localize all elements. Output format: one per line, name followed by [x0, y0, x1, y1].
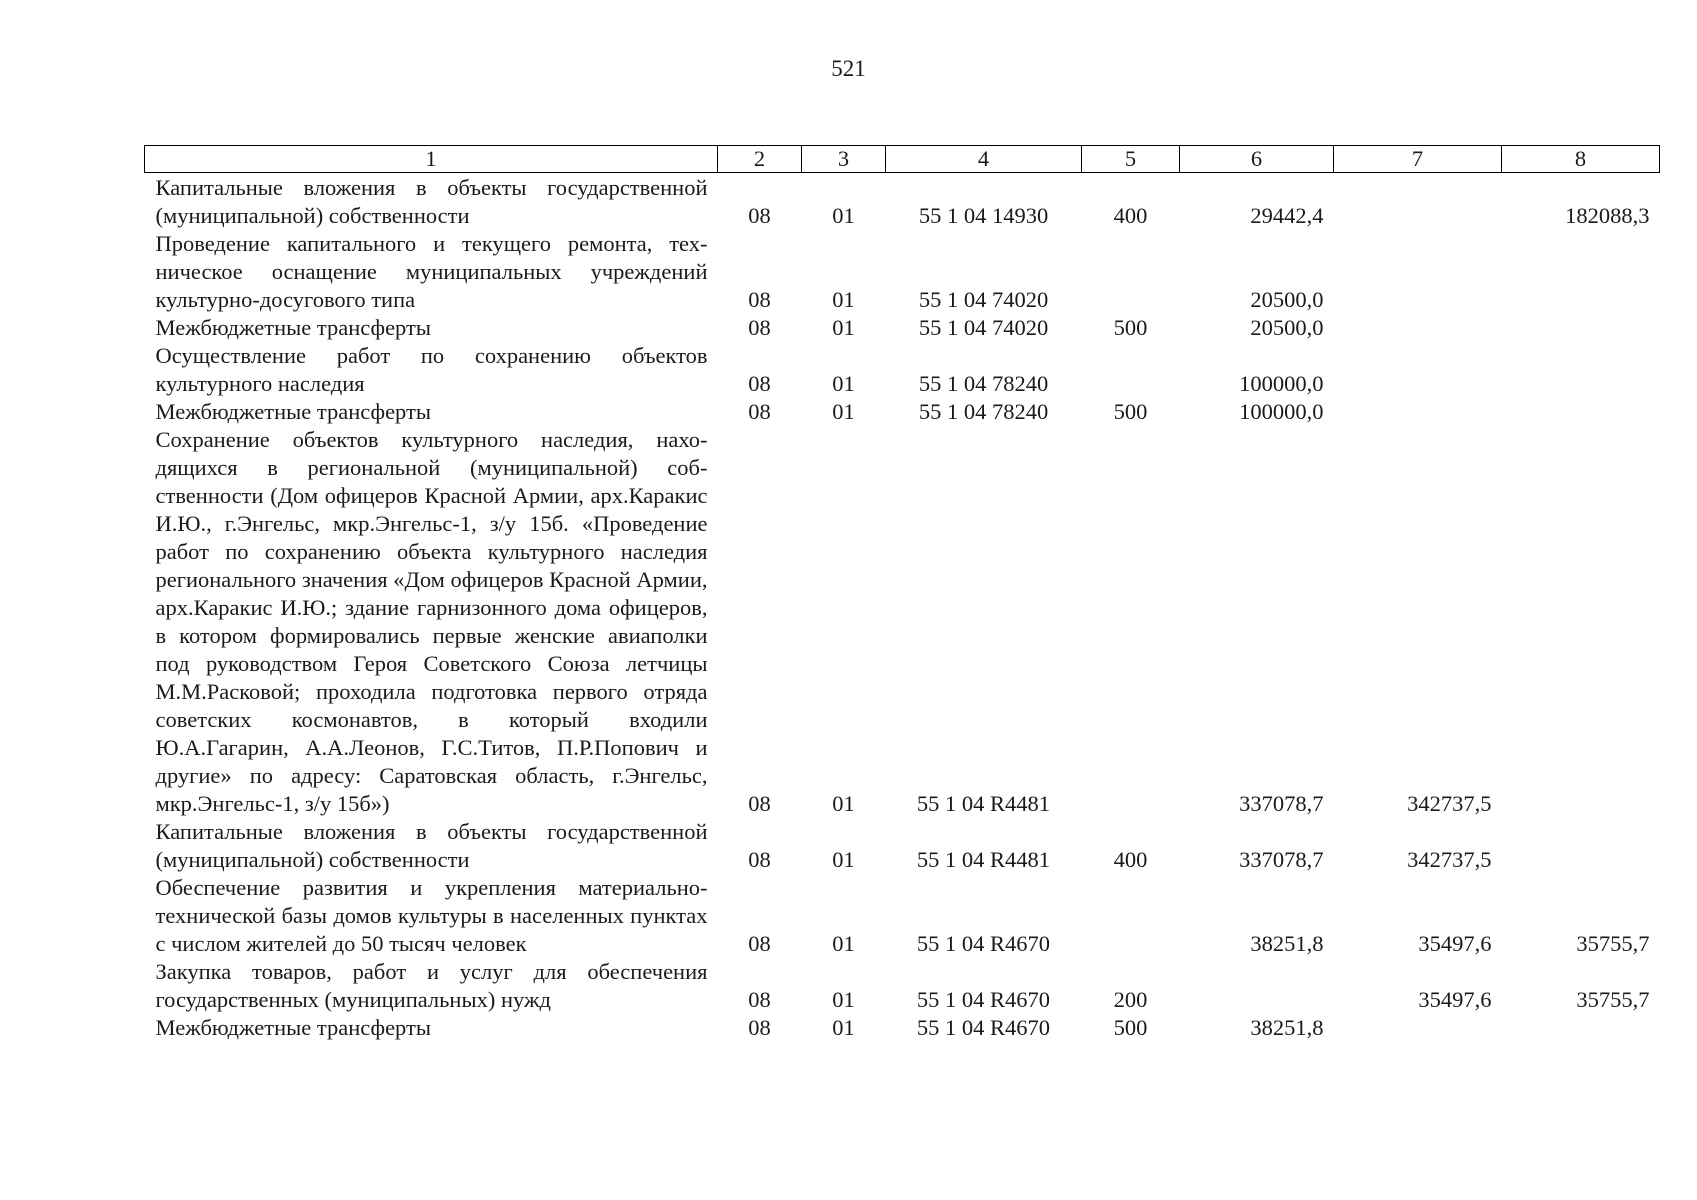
- cell-amount-1: 20500,0: [1250, 315, 1324, 340]
- cell-section: 08: [748, 791, 771, 816]
- cell-amount-2: [1334, 173, 1502, 231]
- table-row: [145, 230, 1660, 314]
- cell-section: 08: [748, 287, 771, 312]
- cell-name: Закупка товаров, работ и услуг для обеспечения государственных (муниципальных) нужд: [155, 959, 708, 1012]
- cell-amount-3: [1502, 342, 1660, 398]
- cell-target-article: 55 1 04 R4670: [916, 1015, 1051, 1040]
- cell-subsection: 01: [832, 287, 855, 312]
- cell-amount-2: 35497,6: [1418, 987, 1492, 1012]
- table-row: [145, 342, 1660, 398]
- cell-target-article: 55 1 04 78240: [918, 399, 1049, 424]
- cell-amount-1: 29442,4: [1250, 203, 1324, 228]
- cell-section: 08: [748, 931, 771, 956]
- cell-amount-1: 100000,0: [1239, 399, 1324, 424]
- table-row: [145, 874, 1660, 958]
- cell-name: Межбюджетные трансферты: [155, 1015, 431, 1040]
- cell-amount-1: 38251,8: [1250, 931, 1324, 956]
- cell-name: Проведение капитального и текущего ремонта, техническое оснащение муниципальных учреждений культурно-досугового типа: [155, 231, 708, 312]
- cell-subsection: 01: [832, 931, 855, 956]
- cell-subsection: 01: [832, 203, 855, 228]
- cell-amount-2: [1334, 1014, 1502, 1042]
- cell-expense-type: [1082, 874, 1180, 958]
- cell-expense-type: 500: [1113, 315, 1148, 340]
- header-col-6: 6: [1180, 146, 1334, 173]
- header-col-3: 3: [802, 146, 886, 173]
- cell-name: Обеспечение развития и укрепления материально-технической базы домов культуры в населенных пунктах с числом жителей до 50 тысяч человек: [155, 875, 708, 956]
- table-row: [145, 314, 1660, 342]
- cell-target-article: 55 1 04 R4670: [916, 987, 1051, 1012]
- cell-amount-1: 337078,7: [1239, 847, 1324, 872]
- cell-expense-type: 400: [1113, 847, 1148, 872]
- table-row: [145, 426, 1660, 818]
- cell-section: 08: [748, 399, 771, 424]
- page-number: 521: [831, 56, 866, 81]
- cell-section: 08: [748, 371, 771, 396]
- cell-amount-3: 35755,7: [1576, 987, 1650, 1012]
- table-row: [145, 818, 1660, 874]
- cell-amount-3: [1502, 1014, 1660, 1042]
- table-row: [145, 173, 1660, 231]
- cell-target-article: 55 1 04 74020: [918, 287, 1049, 312]
- cell-subsection: 01: [832, 1015, 855, 1040]
- cell-amount-2: [1334, 398, 1502, 426]
- cell-target-article: 55 1 04 74020: [918, 315, 1049, 340]
- cell-amount-2: 35497,6: [1418, 931, 1492, 956]
- table-row: [145, 398, 1660, 426]
- cell-amount-1: 20500,0: [1250, 287, 1324, 312]
- cell-amount-1: [1180, 958, 1334, 1014]
- cell-expense-type: [1082, 342, 1180, 398]
- table-header: [145, 146, 1660, 173]
- cell-expense-type: [1082, 426, 1180, 818]
- cell-expense-type: 200: [1113, 987, 1148, 1012]
- cell-section: 08: [748, 987, 771, 1012]
- cell-amount-2: [1334, 230, 1502, 314]
- table-body: [145, 173, 1660, 1043]
- cell-amount-2: 342737,5: [1407, 791, 1492, 816]
- cell-subsection: 01: [832, 371, 855, 396]
- cell-subsection: 01: [832, 847, 855, 872]
- cell-target-article: 55 1 04 R4670: [916, 931, 1051, 956]
- cell-amount-2: [1334, 342, 1502, 398]
- cell-name: Капитальные вложения в объекты государственной (муниципальной) собственности: [155, 819, 708, 872]
- cell-amount-2: [1334, 314, 1502, 342]
- cell-amount-3: 35755,7: [1576, 931, 1650, 956]
- header-col-5: 5: [1082, 146, 1180, 173]
- header-col-8: 8: [1502, 146, 1660, 173]
- table-row: [145, 1014, 1660, 1042]
- header-col-4: 4: [886, 146, 1082, 173]
- cell-amount-3: [1502, 314, 1660, 342]
- header-row: [145, 146, 1660, 173]
- cell-section: 08: [748, 1015, 771, 1040]
- cell-name: Сохранение объектов культурного наследия, находящихся в региональной (муниципальной) собственности (Дом офицеров Красной Армии, арх.Каракис И.Ю., г.Энгельс, мкр.Энгельс-1, з/у 15б. «Проведение работ по сохранению объекта культурного наследия регионального значения «Дом офицеров Красной Армии, арх.Каракис И.Ю.; здание гарнизонного дома офицеров, в котором формировались первые женские авиаполки под руководством Героя Советского Союза летчицы М.М.Расковой; проходила подготовка первого отряда советских космонавтов, в который входили Ю.А.Гагарин, А.А.Леонов, Г.С.Титов, П.Р.Попович и другие» по адресу: Саратовская область, г.Энгельс, мкр.Энгельс-1, з/у 15б»): [155, 427, 708, 816]
- cell-target-article: 55 1 04 78240: [918, 371, 1049, 396]
- cell-section: 08: [748, 203, 771, 228]
- cell-subsection: 01: [832, 399, 855, 424]
- cell-amount-3: [1502, 426, 1660, 818]
- cell-target-article: 55 1 04 14930: [918, 203, 1049, 228]
- cell-amount-1: 100000,0: [1239, 371, 1324, 396]
- cell-amount-3: [1502, 230, 1660, 314]
- cell-amount-3: [1502, 398, 1660, 426]
- cell-amount-3: 182088,3: [1565, 203, 1650, 228]
- cell-target-article: 55 1 04 R4481: [916, 847, 1051, 872]
- header-col-7: 7: [1334, 146, 1502, 173]
- cell-section: 08: [748, 315, 771, 340]
- cell-amount-1: 337078,7: [1239, 791, 1324, 816]
- cell-expense-type: 500: [1113, 399, 1148, 424]
- cell-section: 08: [748, 847, 771, 872]
- cell-target-article: 55 1 04 R4481: [916, 791, 1051, 816]
- cell-name: Капитальные вложения в объекты государственной (муниципальной) собственности: [155, 175, 708, 228]
- cell-name: Осуществление работ по сохранению объектов культурного наследия: [155, 343, 708, 396]
- header-col-1: 1: [145, 146, 718, 173]
- cell-subsection: 01: [832, 987, 855, 1012]
- table-row: [145, 958, 1660, 1014]
- budget-table: [144, 145, 1660, 1042]
- cell-amount-3: [1502, 818, 1660, 874]
- cell-amount-1: 38251,8: [1250, 1015, 1324, 1040]
- cell-expense-type: 400: [1113, 203, 1148, 228]
- cell-amount-2: 342737,5: [1407, 847, 1492, 872]
- cell-name: Межбюджетные трансферты: [155, 315, 431, 340]
- cell-name: Межбюджетные трансферты: [155, 399, 431, 424]
- cell-expense-type: 500: [1113, 1015, 1148, 1040]
- cell-subsection: 01: [832, 791, 855, 816]
- header-col-2: 2: [718, 146, 802, 173]
- cell-subsection: 01: [832, 315, 855, 340]
- cell-expense-type: [1082, 230, 1180, 314]
